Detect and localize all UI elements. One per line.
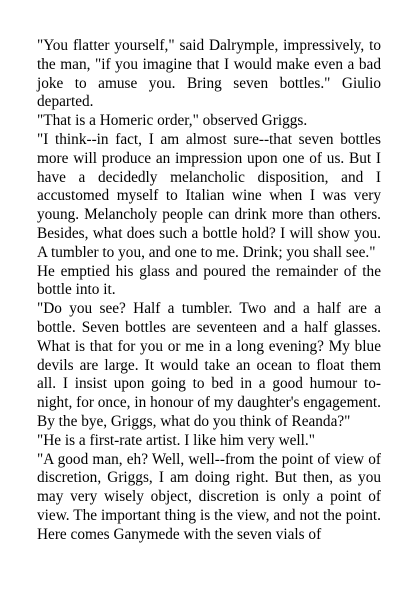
book-page <box>37 37 381 545</box>
paragraph-griggs-homeric: "That is a Homeric order," observed Griggs. <box>37 112 308 130</box>
paragraph-discretion: "A good man, eh? Well, well--from the point of view of discretion, Griggs, I am doing right. But then, as you may very wisely object, discretion is only a point of view. The important thing is the view, and not the point. Here comes Ganymede with the seven vials of <box>37 450 381 543</box>
paragraph-dalrymple-order: "You flatter yourself," said Dalrymple, impressively, to the man, "if you imagine that I would make even a bad joke to amuse you. Bring seven bottles." Giulio departed. <box>37 37 381 111</box>
paragraph-dalrymple-melancholy: "I think--in fact, I am almost sure--that seven bottles more will produce an impression upon one of us. But I have a decidedly melancholic disposition, and I accustomed myself to Italian wine when I was very young. Melancholy people can drink more than others. Besides, what does such a bottle hold? I will show you. A tumbler to you, and one to me. Drink; you shall see." <box>37 130 381 261</box>
paragraph-first-rate-artist: "He is a first-rate artist. I like him very well." <box>37 431 315 449</box>
paragraph-half-tumbler: "Do you see? Half a tumbler. Two and a half are a bottle. Seven bottles are seventeen and a half glasses. What is that for you or me in a long evening? My blue devils are large. It would take an ocean to float them all. I insist upon going to bed in a good humour to-night, for once, in honour of my daughter's engagement. By the bye, Griggs, what do you think of Reanda?" <box>37 300 381 430</box>
paragraph-emptied-glass: He emptied his glass and poured the remainder of the bottle into it. <box>37 262 381 299</box>
